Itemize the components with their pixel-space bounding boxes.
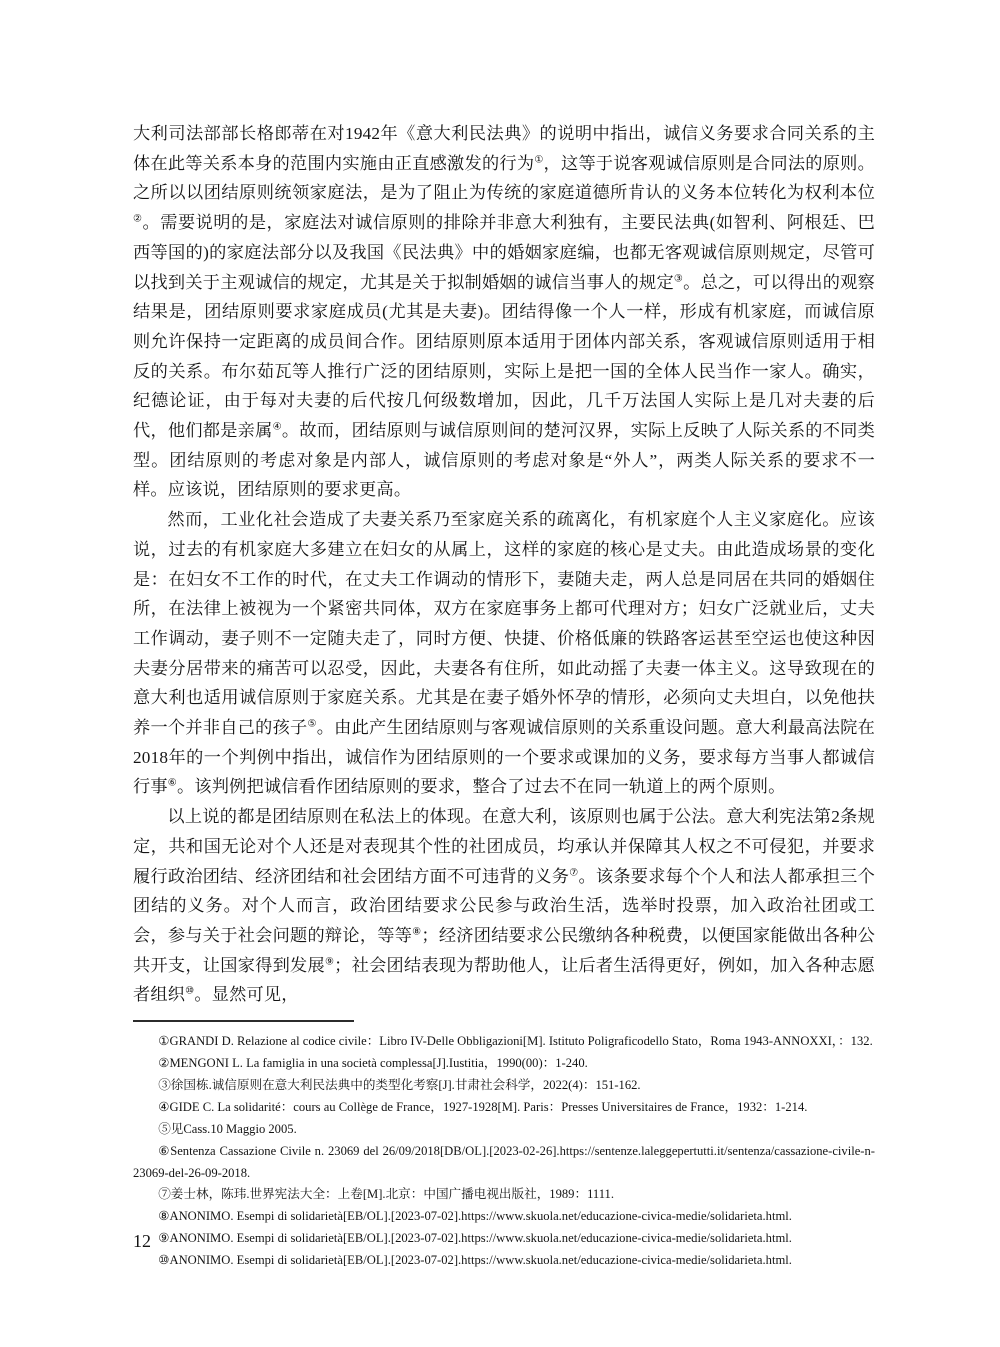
- footnote-item: ④GIDE C. La solidarité：cours au Collège de France，1927-1928[M]. Paris：Presses Universitaires de France，1932：1-214.: [158, 1099, 808, 1114]
- footnote-marker: ⑩: [185, 985, 195, 997]
- paragraph: 大利司法部部长格郎蒂在对1942年《意大利民法典》的说明中指出，诚信义务要求合同关系的主体在此等关系本身的范围内实施由正直感激发的行为①，这等于说客观诚信原则是合同法的原则。之所以以团结原则统领家庭法，是为了阻止为传统的家庭道德所肯认的义务本位转化为权利本位②。需要说明的是，家庭法对诚信原则的排除并非意大利独有，主要民法典(如智利、阿根廷、巴西等国的)的家庭法部分以及我国《民法典》中的婚姻家庭编，也都无客观诚信原则规定，尽管可以找到关于主观诚信的规定，尤其是关于拟制婚姻的诚信当事人的规定③。总之，可以得出的观察结果是，团结原则要求家庭成员(尤其是夫妻)。团结得像一个人一样，形成有机家庭，而诚信原则允许保持一定距离的成员间合作。团结原则原本适用于团体内部关系，客观诚信原则适用于相反的关系。布尔茹瓦等人推行广泛的团结原则，实际上是把一国的全体人民当作一家人。确实，纪德论证，由于每对夫妻的后代按几何级数增加，因此，几千万法国人实际上是几对夫妻的后代，他们都是亲属④。故而，团结原则与诚信原则间的楚河汉界，实际上反映了人际关系的不同类型。团结原则的考虑对象是内部人，诚信原则的考虑对象是“外人”，两类人际关系的要求不一样。应该说，团结原则的要求更高。: [133, 124, 876, 500]
- footnote-marker: ⑨: [324, 955, 335, 967]
- footnote-marker: ⑤: [307, 718, 317, 730]
- footnote-item: ⑤见Cass.10 Maggio 2005.: [158, 1121, 297, 1136]
- paragraph: 以上说的都是团结原则在私法上的体现。在意大利，该原则也属于公法。意大利宪法第2条规定，共和国无论对个人还是对表现其个性的社团成员，均承认并保障其人权之不可侵犯，并要求履行政治团结、经济团结和社会团结方面不可违背的义务⑦。该条要求每个个人和法人都承担三个团结的义务。对个人而言，政治团结要求公民参与政治生活，选举时投票，加入政治社团或工会，参与关于社会问题的辩论，等等⑧；经济团结要求公民缴纳各种税费，以便国家能做出各种公共开支，让国家得到发展⑨；社会团结表现为帮助他人，让后者生活得更好，例如，加入各种志愿者组织⑩。显然可见，: [133, 807, 876, 1005]
- footnote-separator: [133, 1020, 354, 1022]
- body-paragraphs: [133, 119, 875, 1010]
- footnote-item: ⑧ANONIMO. Esempi di solidarietà[EB/OL].[2023-07-02].https://www.skuola.net/educazione-civica-medie/solidarieta.html.: [158, 1209, 792, 1224]
- footnote-list: [133, 1031, 875, 1272]
- article-body: [133, 119, 875, 1272]
- footnote-item: ①GRANDI D. Relazione al codice civile：Libro IV-Delle Obbligazioni[M]. Istituto Poligraficodello Stato，Roma 1943-ANNOXXI，：132.: [158, 1034, 873, 1049]
- page-number: 12: [133, 1231, 151, 1251]
- footnote-item: ②MENGONI L. La famiglia in una società complessa[J].Iustitia，1990(00)：1-240.: [158, 1056, 588, 1070]
- paragraph: 然而，工业化社会造成了夫妻关系乃至家庭关系的疏离化，有机家庭个人主义家庭化。应该说，过去的有机家庭大多建立在妇女的从属上，这样的家庭的核心是丈夫。由此造成场景的变化是：在妇女不工作的时代，在丈夫工作调动的情形下，妻随夫走，两人总是同居在共同的婚姻住所，在法律上被视为一个紧密共同体，双方在家庭事务上都可代理对方；妇女广泛就业后，丈夫工作调动，妻子则不一定随夫走了，同时方便、快捷、价格低廉的铁路客运甚至空运也使这种因夫妻分居带来的痛苦可以忍受，因此，夫妻各有住所，如此动摇了夫妻一体主义。这导致现在的意大利也适用诚信原则于家庭关系。尤其是在妻子婚外怀孕的情形，必须向丈夫坦白，以免他扶养一个并非自己的孩子⑤。由此产生团结原则与客观诚信原则的关系重设问题。意大利最高法院在2018年的一个判例中指出，诚信作为团结原则的一个要求或课加的义务，要求每方当事人都诚信行事⑥。该判例把诚信看作团结原则的要求，整合了过去不在同一轨道上的两个原则。: [133, 510, 875, 797]
- footnote-marker: ⑦: [569, 866, 579, 878]
- footnote-marker: ⑧: [412, 926, 422, 938]
- footnote-marker: ①: [534, 153, 544, 165]
- footnote-item: ⑨ANONIMO. Esempi di solidarietà[EB/OL].[2023-07-02].https://www.skuola.net/educazione-civica-medie/solidarieta.html.: [158, 1231, 792, 1246]
- footnote-item: ③徐国栋.诚信原则在意大利民法典中的类型化考察[J].甘肃社会科学，2022(4)：151-162.: [158, 1077, 641, 1092]
- footnote-item: ⑥Sentenza Cassazione Civile n. 23069 del 26/09/2018[DB/OL].[2023-02-26].https://sentenze.laleggepertutti.it/sentenza/cassazione-civile-n-23069-del-26-09-2018.: [133, 1143, 875, 1180]
- footnote-marker: ②: [133, 213, 143, 225]
- footnote-marker: ④: [272, 421, 282, 433]
- footnote-item: ⑦姜士林，陈玮.世界宪法大全：上卷[M].北京：中国广播电视出版社，1989：1111.: [158, 1187, 615, 1202]
- footnote-marker: ③: [673, 272, 684, 284]
- footnote-item: ⑩ANONIMO. Esempi di solidarietà[EB/OL].[2023-07-02].https://www.skuola.net/educazione-civica-medie/solidarieta.html.: [158, 1253, 792, 1268]
- footnote-marker: ⑥: [167, 777, 177, 789]
